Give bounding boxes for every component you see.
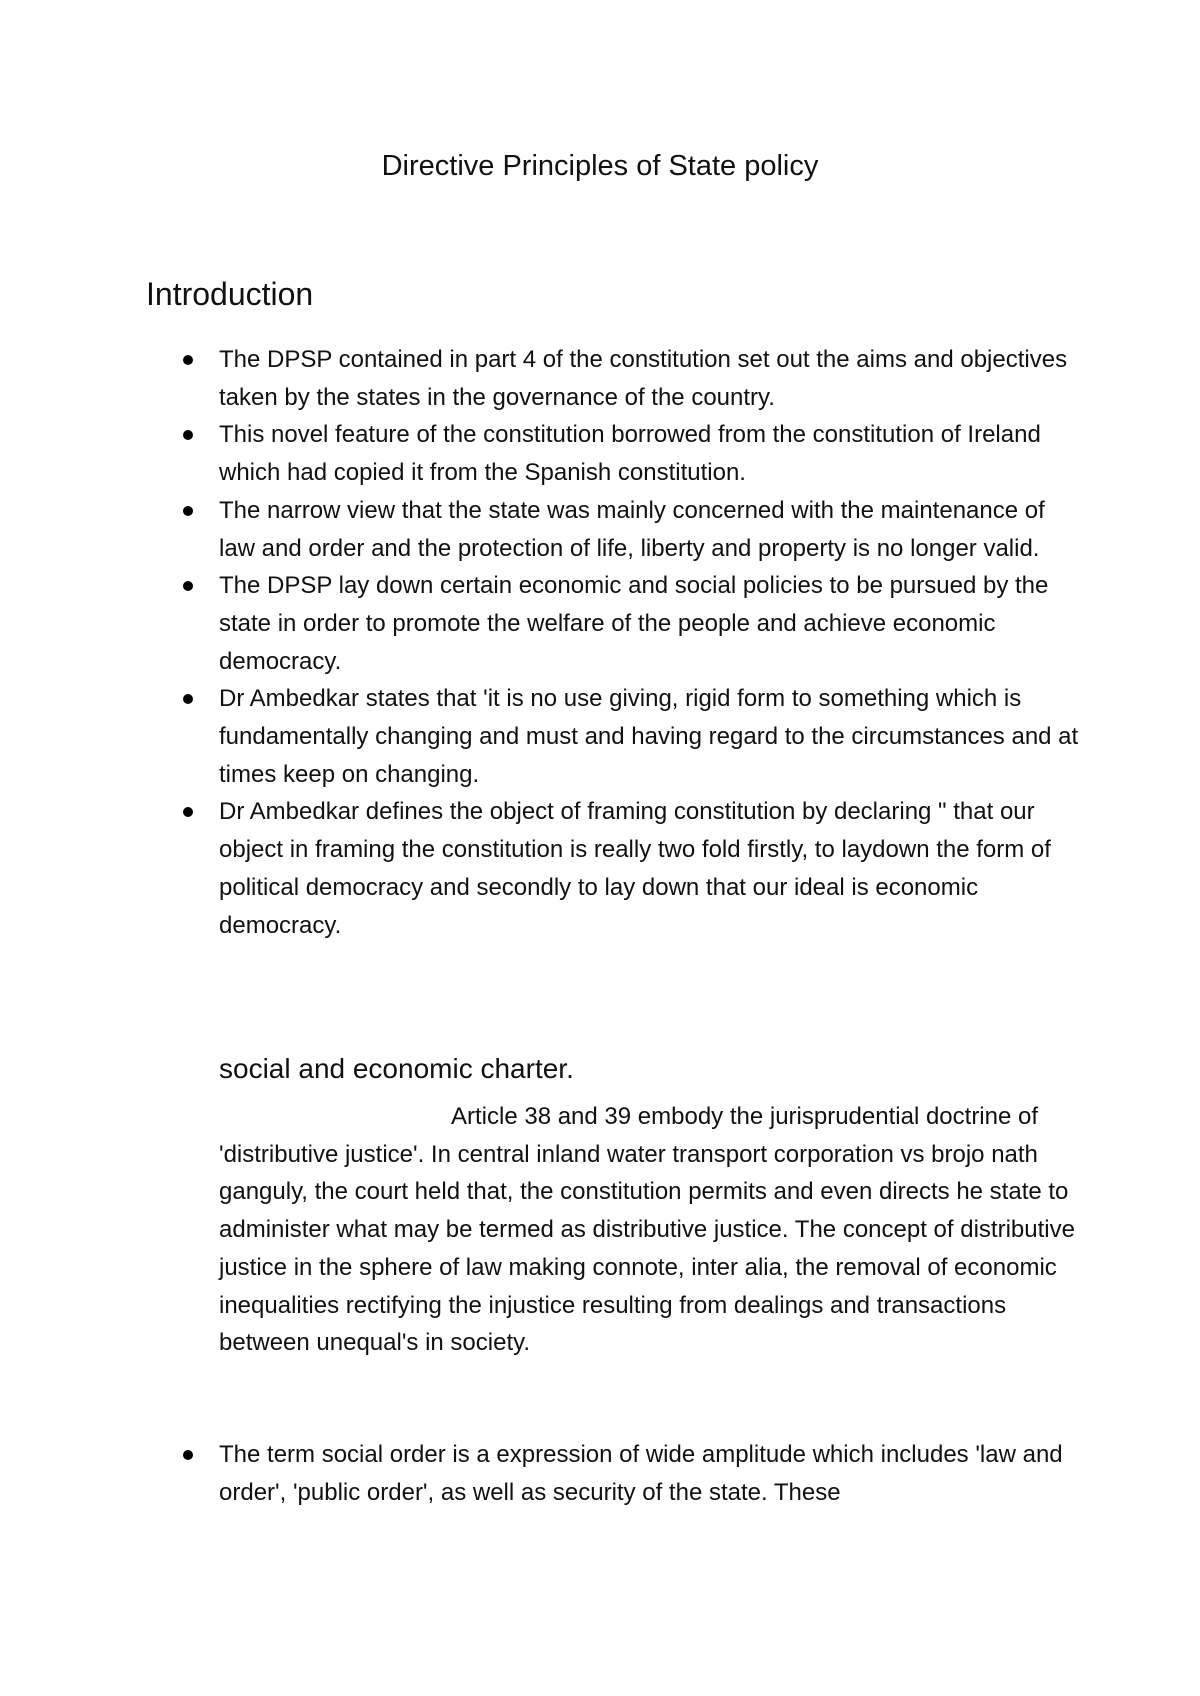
list-item: [0, 680, 1200, 793]
list-item: [0, 416, 1200, 491]
social-charter-heading: social and economic charter.: [219, 1053, 574, 1084]
document-title: Directive Principles of State policy: [381, 150, 819, 182]
list-item: [0, 341, 1200, 416]
list-item: [0, 567, 1200, 680]
bullet-icon: [183, 807, 193, 817]
introduction-bullet-list: [0, 341, 1200, 944]
bullet-icon: [183, 694, 193, 704]
social-charter-paragraph: Article 38 and 39 embody the jurisprudential doctrine of 'distributive justice'. In central inland water transport corporation vs brojo nath ganguly, the court held that, the constitution permits and even directs he state to administer what may be termed as distributive justice. The concept of distributive justice in the sphere of law making connote, inter alia, the removal of economic inequalities rectifying the injustice resulting from dealings and transactions between unequal's in society.: [219, 1103, 1075, 1357]
bullet-text: The term social order is a expression of wide amplitude which includes 'law and order', 'public order', as well as security of the state. These: [219, 1441, 1063, 1506]
introduction-heading: Introduction: [146, 276, 314, 312]
bullet-icon: [183, 506, 193, 516]
bullet-icon: [183, 355, 193, 365]
list-item: [0, 793, 1200, 944]
social-charter-bullet-list: [0, 1436, 1200, 1511]
bullet-text: Dr Ambedkar states that 'it is no use giving, rigid form to something which is fundamentally changing and must and having regard to the circumstances and at times keep on changing.: [219, 685, 1079, 788]
bullet-text: The narrow view that the state was mainly concerned with the maintenance of law and order and the protection of life, liberty and property is no longer valid.: [219, 496, 1045, 562]
bullet-icon: [183, 581, 193, 591]
bullet-icon: [183, 1450, 193, 1460]
bullet-text: The DPSP contained in part 4 of the constitution set out the aims and objectives taken by the states in the governance of the country.: [219, 346, 1068, 411]
list-item: [0, 492, 1200, 567]
bullet-text: The DPSP lay down certain economic and social policies to be pursued by the state in order to promote the welfare of the people and achieve economic democracy.: [219, 572, 1049, 675]
bullet-icon: [183, 430, 193, 440]
bullet-text: This novel feature of the constitution borrowed from the constitution of Ireland which had copied it from the Spanish constitution.: [219, 421, 1041, 487]
bullet-text: Dr Ambedkar defines the object of framing constitution by declaring " that our object in framing the constitution is really two fold firstly, to laydown the form of political democracy and secondly to lay down that our ideal is economic democracy.: [219, 798, 1051, 939]
list-item: [0, 1436, 1200, 1511]
